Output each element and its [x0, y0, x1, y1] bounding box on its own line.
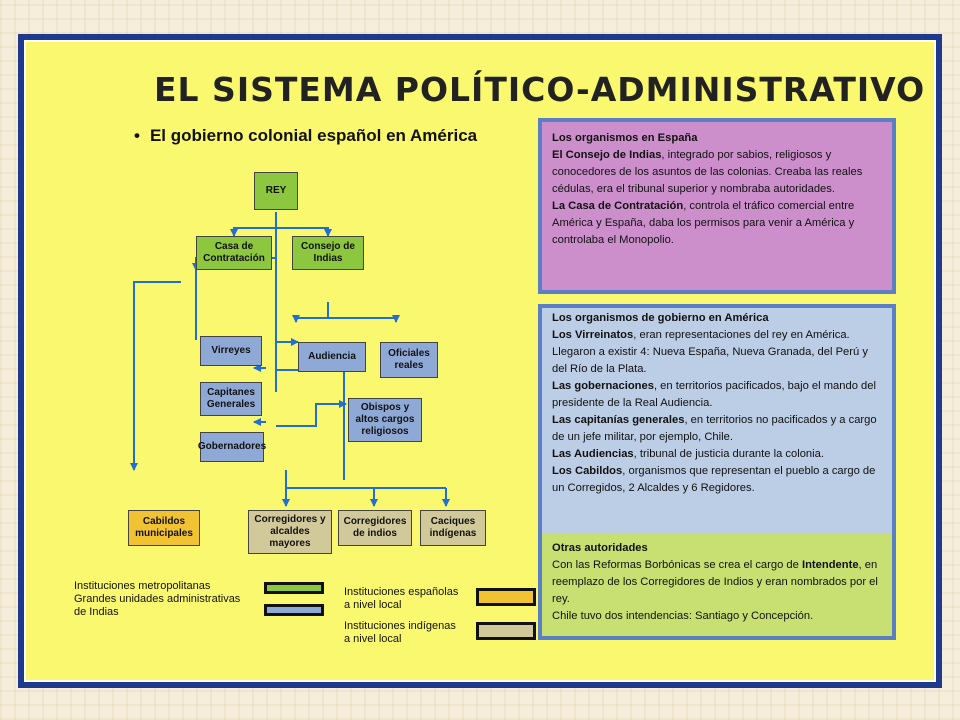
other-t2: , en reemplazo de los Corregidores de Indios y eran nombrados por el rey. [552, 559, 878, 605]
legend [74, 578, 544, 658]
spain-p1-text: , integrado por sabios, religiosos y conocedores de los asuntos de las colonias. Creaba las reales cédulas, era el tribunal superior y nombraba autoridades. [552, 149, 863, 195]
america-organisms-box [538, 304, 896, 640]
slide-title: EL SISTEMA POLÍTICO-ADMINISTRATIVO [154, 70, 926, 109]
america-p1-text: , eran representaciones del rey en América. Llegaron a existir 4: Nueva España, Nueva Granada, del Perú y del Río de la Plata. [552, 329, 868, 375]
node-capitanes-generales: Capitanes Generales [200, 382, 262, 416]
bullet-dot-icon: • [134, 126, 140, 145]
legend-espanolas-1: Instituciones españolas [344, 586, 459, 598]
line-obispos [276, 404, 346, 426]
legend-grandes-1: Grandes unidades administrativas [74, 593, 241, 605]
legend-swatch-gold [476, 588, 536, 606]
node-consejo-indias: Consejo de Indias [292, 236, 364, 270]
spain-p1 [552, 147, 882, 198]
node-obispos: Obispos y altos cargos religiosos [348, 398, 422, 442]
legend-espanolas-2: a nivel local [344, 599, 402, 611]
bullet-item [134, 126, 477, 146]
other-lead: Intendente [801, 559, 859, 571]
america-p3 [552, 412, 882, 446]
node-cabildos: Cabildos municipales [128, 510, 200, 546]
spain-p1-lead: El Consejo de Indias [552, 149, 662, 161]
spain-p2-text: , controla el tráfico comercial entre América y España, daba los permisos para venir a América y controlaba el Monopolio. [552, 200, 855, 246]
legend-swatch-khaki [476, 622, 536, 640]
node-corregidores-alcaldes: Corregidores y alcaldes mayores [248, 510, 332, 554]
america-p2-text: , en territorios pacificados, bajo el mando del presidente de la Real Audiencia. [552, 380, 876, 409]
legend-indigenas-1: Instituciones indígenas [344, 620, 456, 632]
line-rey-casa [234, 212, 276, 236]
america-p5-lead: Los Cabildos [552, 465, 623, 477]
other-authorities-box [542, 534, 892, 636]
america-upper [542, 308, 892, 501]
legend-indigenas-2: a nivel local [344, 633, 402, 645]
node-audiencia: Audiencia [298, 342, 366, 372]
legend-metropolitanas: Instituciones metropolitanas [74, 580, 211, 592]
node-casa-contratacion: Casa de Contratación [196, 236, 272, 270]
node-gobernadores: Gobernadores [200, 432, 264, 462]
line-oficiales [328, 318, 396, 322]
america-p1 [552, 327, 882, 378]
slide-frame [18, 34, 942, 688]
america-p4-lead: Las Audiencias [552, 448, 634, 460]
node-caciques: Caciques indígenas [420, 510, 486, 546]
america-p1-lead: Los Virreinatos [552, 329, 634, 341]
legend-swatch-green [264, 582, 324, 594]
node-virreyes: Virreyes [200, 336, 262, 366]
line-audiencia [296, 302, 328, 322]
legend-grandes-2: de Indias [74, 606, 119, 618]
spain-organisms-box [538, 118, 896, 294]
america-p5-text: , organismos que representan el pueblo a cargo de un Corregidos, 2 Alcaldes y 6 Regidores. [552, 465, 876, 494]
america-p3-text: , en territorios no pacificados y a cargo de un jefe militar, por ejemplo, Chile. [552, 414, 877, 443]
other-heading: Otras autoridades [552, 542, 648, 554]
legend-swatch-blue [264, 604, 324, 616]
line-bottom-bar [286, 470, 446, 488]
org-chart [116, 170, 506, 570]
america-p3-lead: Las capitanías generales [552, 414, 685, 426]
america-p5 [552, 463, 882, 497]
america-heading: Los organismos de gobierno en América [552, 312, 769, 324]
spain-p2-lead: La Casa de Contratación [552, 200, 684, 212]
node-rey: REY [254, 172, 298, 210]
line-cabildos [134, 282, 181, 470]
america-p2 [552, 378, 882, 412]
line-rey-consejo [276, 228, 328, 236]
other-p1 [552, 557, 882, 608]
node-oficiales-reales: Oficiales reales [380, 342, 438, 378]
spain-heading: Los organismos en España [552, 132, 698, 144]
other-t1: Con las Reformas Borbónicas se crea el cargo de [552, 559, 802, 571]
node-corregidores-indios: Corregidores de indios [338, 510, 412, 546]
bullet-text: El gobierno colonial español en América [149, 126, 478, 145]
other-p2: Chile tuvo dos intendencias: Santiago y Concepción. [552, 610, 814, 622]
spain-p2 [552, 198, 882, 249]
slide [24, 40, 936, 682]
america-p2-lead: Las gobernaciones [552, 380, 654, 392]
america-p4 [552, 446, 882, 463]
america-p4-text: , tribunal de justicia durante la colonia. [633, 448, 824, 460]
